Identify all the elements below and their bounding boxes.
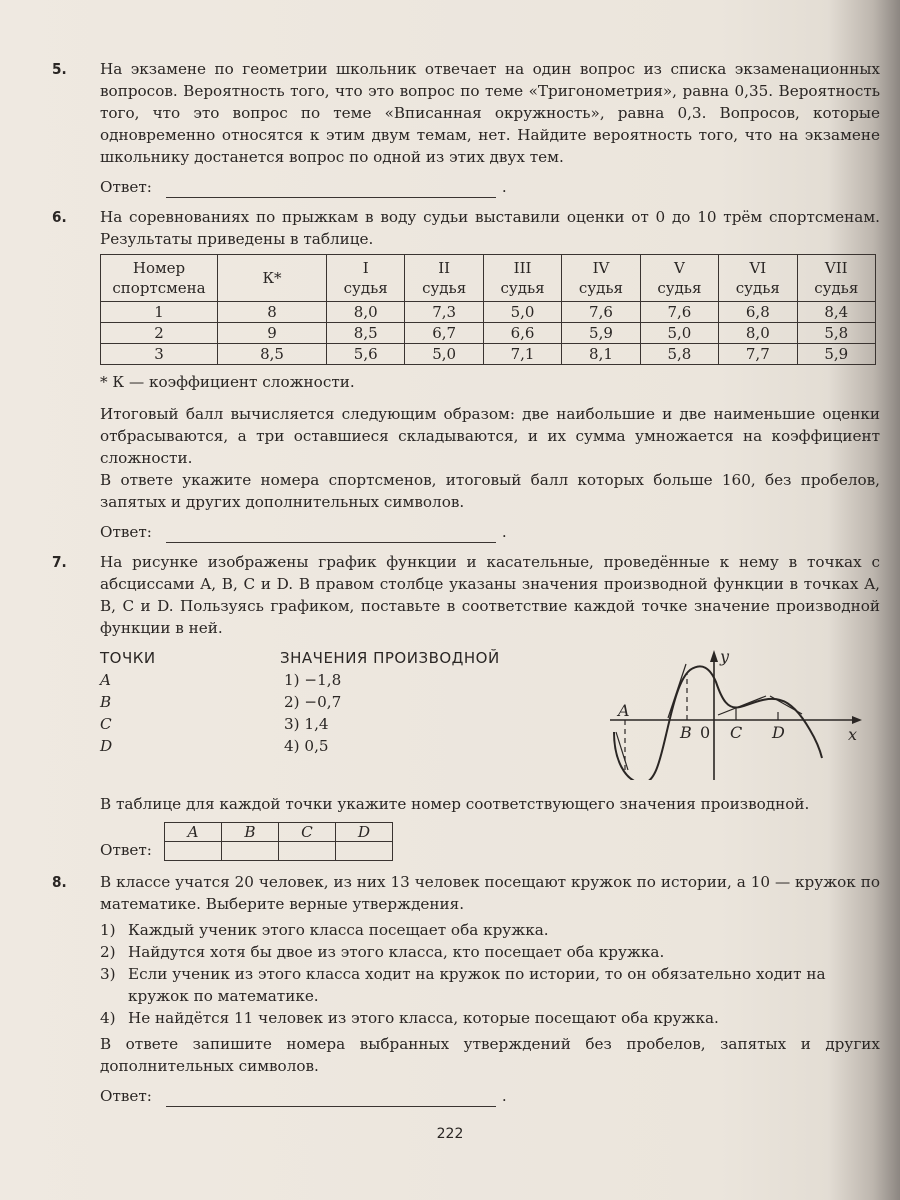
answer-label: Ответ: [100,1087,152,1105]
header-judge-6: VI судья [719,255,797,302]
grid-header-a: A [164,822,221,841]
cell: 5,8 [640,344,718,365]
table-header-row [101,255,876,302]
header-judge-7: VII судья [797,255,875,302]
answer-period: . [501,178,507,196]
header-judge-3: III судья [483,255,561,302]
cell: 8,0 [719,323,797,344]
y-axis-label: y [720,647,730,666]
scoring-rule: Итоговый балл вычисляется следующим образом: две наибольшие и две наименьшие оценки отбрасываются, а три оставшиеся складываются, и их сумма умножается на коэффициент сложности. [100,405,880,467]
cell: 5,6 [327,344,405,365]
points-column [100,647,280,757]
header-judge-5: V судья [640,255,718,302]
function-graph [570,640,870,780]
value-4: 4) 0,5 [284,737,329,755]
values-column [280,647,570,757]
answer-field[interactable] [166,526,496,543]
cell: 8,5 [327,323,405,344]
x-axis-label: x [848,725,858,744]
answer-field[interactable] [166,181,496,198]
cell: 7,7 [719,344,797,365]
answer-label: Ответ: [100,841,152,859]
tangent-a [616,732,628,770]
values-header: ЗНАЧЕНИЯ ПРОИЗВОДНОЙ [280,649,500,667]
cell: 1 [101,302,218,323]
label-c: C [730,723,743,742]
y-axis-arrow-icon [710,650,718,662]
cell: 8,0 [327,302,405,323]
grid-header-b: B [221,822,278,841]
task-number: 7. [52,553,67,571]
cell: 6,7 [405,323,483,344]
label-b: B [680,723,692,742]
x-axis-arrow-icon [852,716,862,724]
task-6 [52,206,880,543]
cell: 5,0 [405,344,483,365]
cell: 8 [218,302,327,323]
task-instruction: В ответе укажите номера спортсменов, итоговый балл которых больше 160, без пробелов, запятых и других дополнительных символов. [100,471,880,511]
table-row [101,344,876,365]
function-curve [614,666,822,780]
answer-period: . [501,523,507,541]
cell: 8,1 [562,344,640,365]
scores-table [100,254,876,365]
label-d: D [772,723,785,742]
answer-field[interactable] [166,1090,496,1107]
answer-cell-b[interactable] [221,841,278,860]
table-row [101,323,876,344]
cell: 5,0 [483,302,561,323]
header-judge-4: IV судья [562,255,640,302]
header-athlete: Номер спортсмена [101,255,218,302]
tangent-d [770,696,802,714]
cell: 5,8 [797,323,875,344]
header-coefficient: К* [218,255,327,302]
task-instruction: В таблице для каждой точки укажите номер соответствующего значения производной. [100,795,810,813]
cell: 6,8 [719,302,797,323]
point-b: B [100,693,112,711]
task-text: На рисунке изображены график функции и касательные, проведённые к нему в точках с абсциссами A, B, C и D. В правом столбце указаны значения производной функции в точках A, B, C и D. Пользуясь графиком, поставьте в соответствие каждой точке значение производной функции в ней. [100,553,880,637]
answer-row [100,176,880,198]
answer-period: . [501,1087,507,1105]
cell: 7,1 [483,344,561,365]
cell: 3 [101,344,218,365]
header-judge-2: II судья [405,255,483,302]
statements-list [100,919,880,1029]
answer-cell-a[interactable] [164,841,221,860]
grid-header-c: C [278,822,335,841]
cell: 7,3 [405,302,483,323]
statement-1: 1) Каждый ученик этого класса посещает оба кружка. [100,921,549,939]
task-text: На соревнованиях по прыжкам в воду судьи выставили оценки от 0 до 10 трём спортсменам. Результаты приведены в таблице. [100,208,880,248]
value-2: 2) −0,7 [284,693,342,711]
page-content [52,58,880,1115]
task-instruction: В ответе запишите номера выбранных утверждений без пробелов, запятых и других дополнительных символов. [100,1035,880,1075]
grid-header-d: D [335,822,392,841]
label-a: A [618,701,630,720]
cell: 8,5 [218,344,327,365]
point-c: C [100,715,112,733]
answer-row [100,821,880,861]
task-5 [52,58,880,198]
cell: 5,0 [640,323,718,344]
points-header: ТОЧКИ [100,649,156,667]
cell: 2 [101,323,218,344]
task-text: На экзамене по геометрии школьник отвечает на один вопрос из списка экзаменационных вопросов. Вероятность того, что это вопрос по теме «Тригонометрия», равна 0,35. Вероятность того, что это вопрос по теме «Вписанная окружность», равна 0,3. Вопросов, которые одновременно относятся к этим двум темам, нет. Найдите вероятность того, что на экзамене школьнику достанется вопрос по одной из этих двух тем. [100,60,880,166]
cell: 7,6 [562,302,640,323]
task-8 [52,871,880,1107]
answer-row [100,1085,880,1107]
cell: 5,9 [797,344,875,365]
answer-grid [164,822,393,861]
answer-label: Ответ: [100,523,152,541]
answer-row [100,521,880,543]
value-3: 3) 1,4 [284,715,329,733]
answer-label: Ответ: [100,178,152,196]
answer-cell-c[interactable] [278,841,335,860]
value-1: 1) −1,8 [284,671,342,689]
tangent-c [718,696,766,715]
cell: 9 [218,323,327,344]
cell: 6,6 [483,323,561,344]
origin-label: 0 [700,723,711,742]
statement-2: 2) Найдутся хотя бы двое из этого класса, кто посещает оба кружка. [100,943,665,961]
answer-cell-d[interactable] [335,841,392,860]
table-row [101,302,876,323]
cell: 8,4 [797,302,875,323]
footnote: * К — коэффициент сложности. [100,373,355,391]
cell: 5,9 [562,323,640,344]
point-a: A [100,671,111,689]
tangent-b [668,664,686,718]
task-number: 5. [52,60,67,78]
task-number: 8. [52,873,67,891]
statement-4: 4) Не найдётся 11 человек из этого класса, которые посещают оба кружка. [100,1009,719,1027]
header-judge-1: I судья [327,255,405,302]
cell: 7,6 [640,302,718,323]
point-d: D [100,737,113,755]
statement-3: 3) Если ученик из этого класса ходит на кружок по истории, то он обязательно ходит на кружок по математике. [100,965,826,1005]
task-text: В классе учатся 20 человек, из них 13 человек посещают кружок по истории, а 10 — кружок по математике. Выберите верные утверждения. [100,873,880,913]
task-number: 6. [52,208,67,226]
page-number: 222 [436,1126,464,1142]
